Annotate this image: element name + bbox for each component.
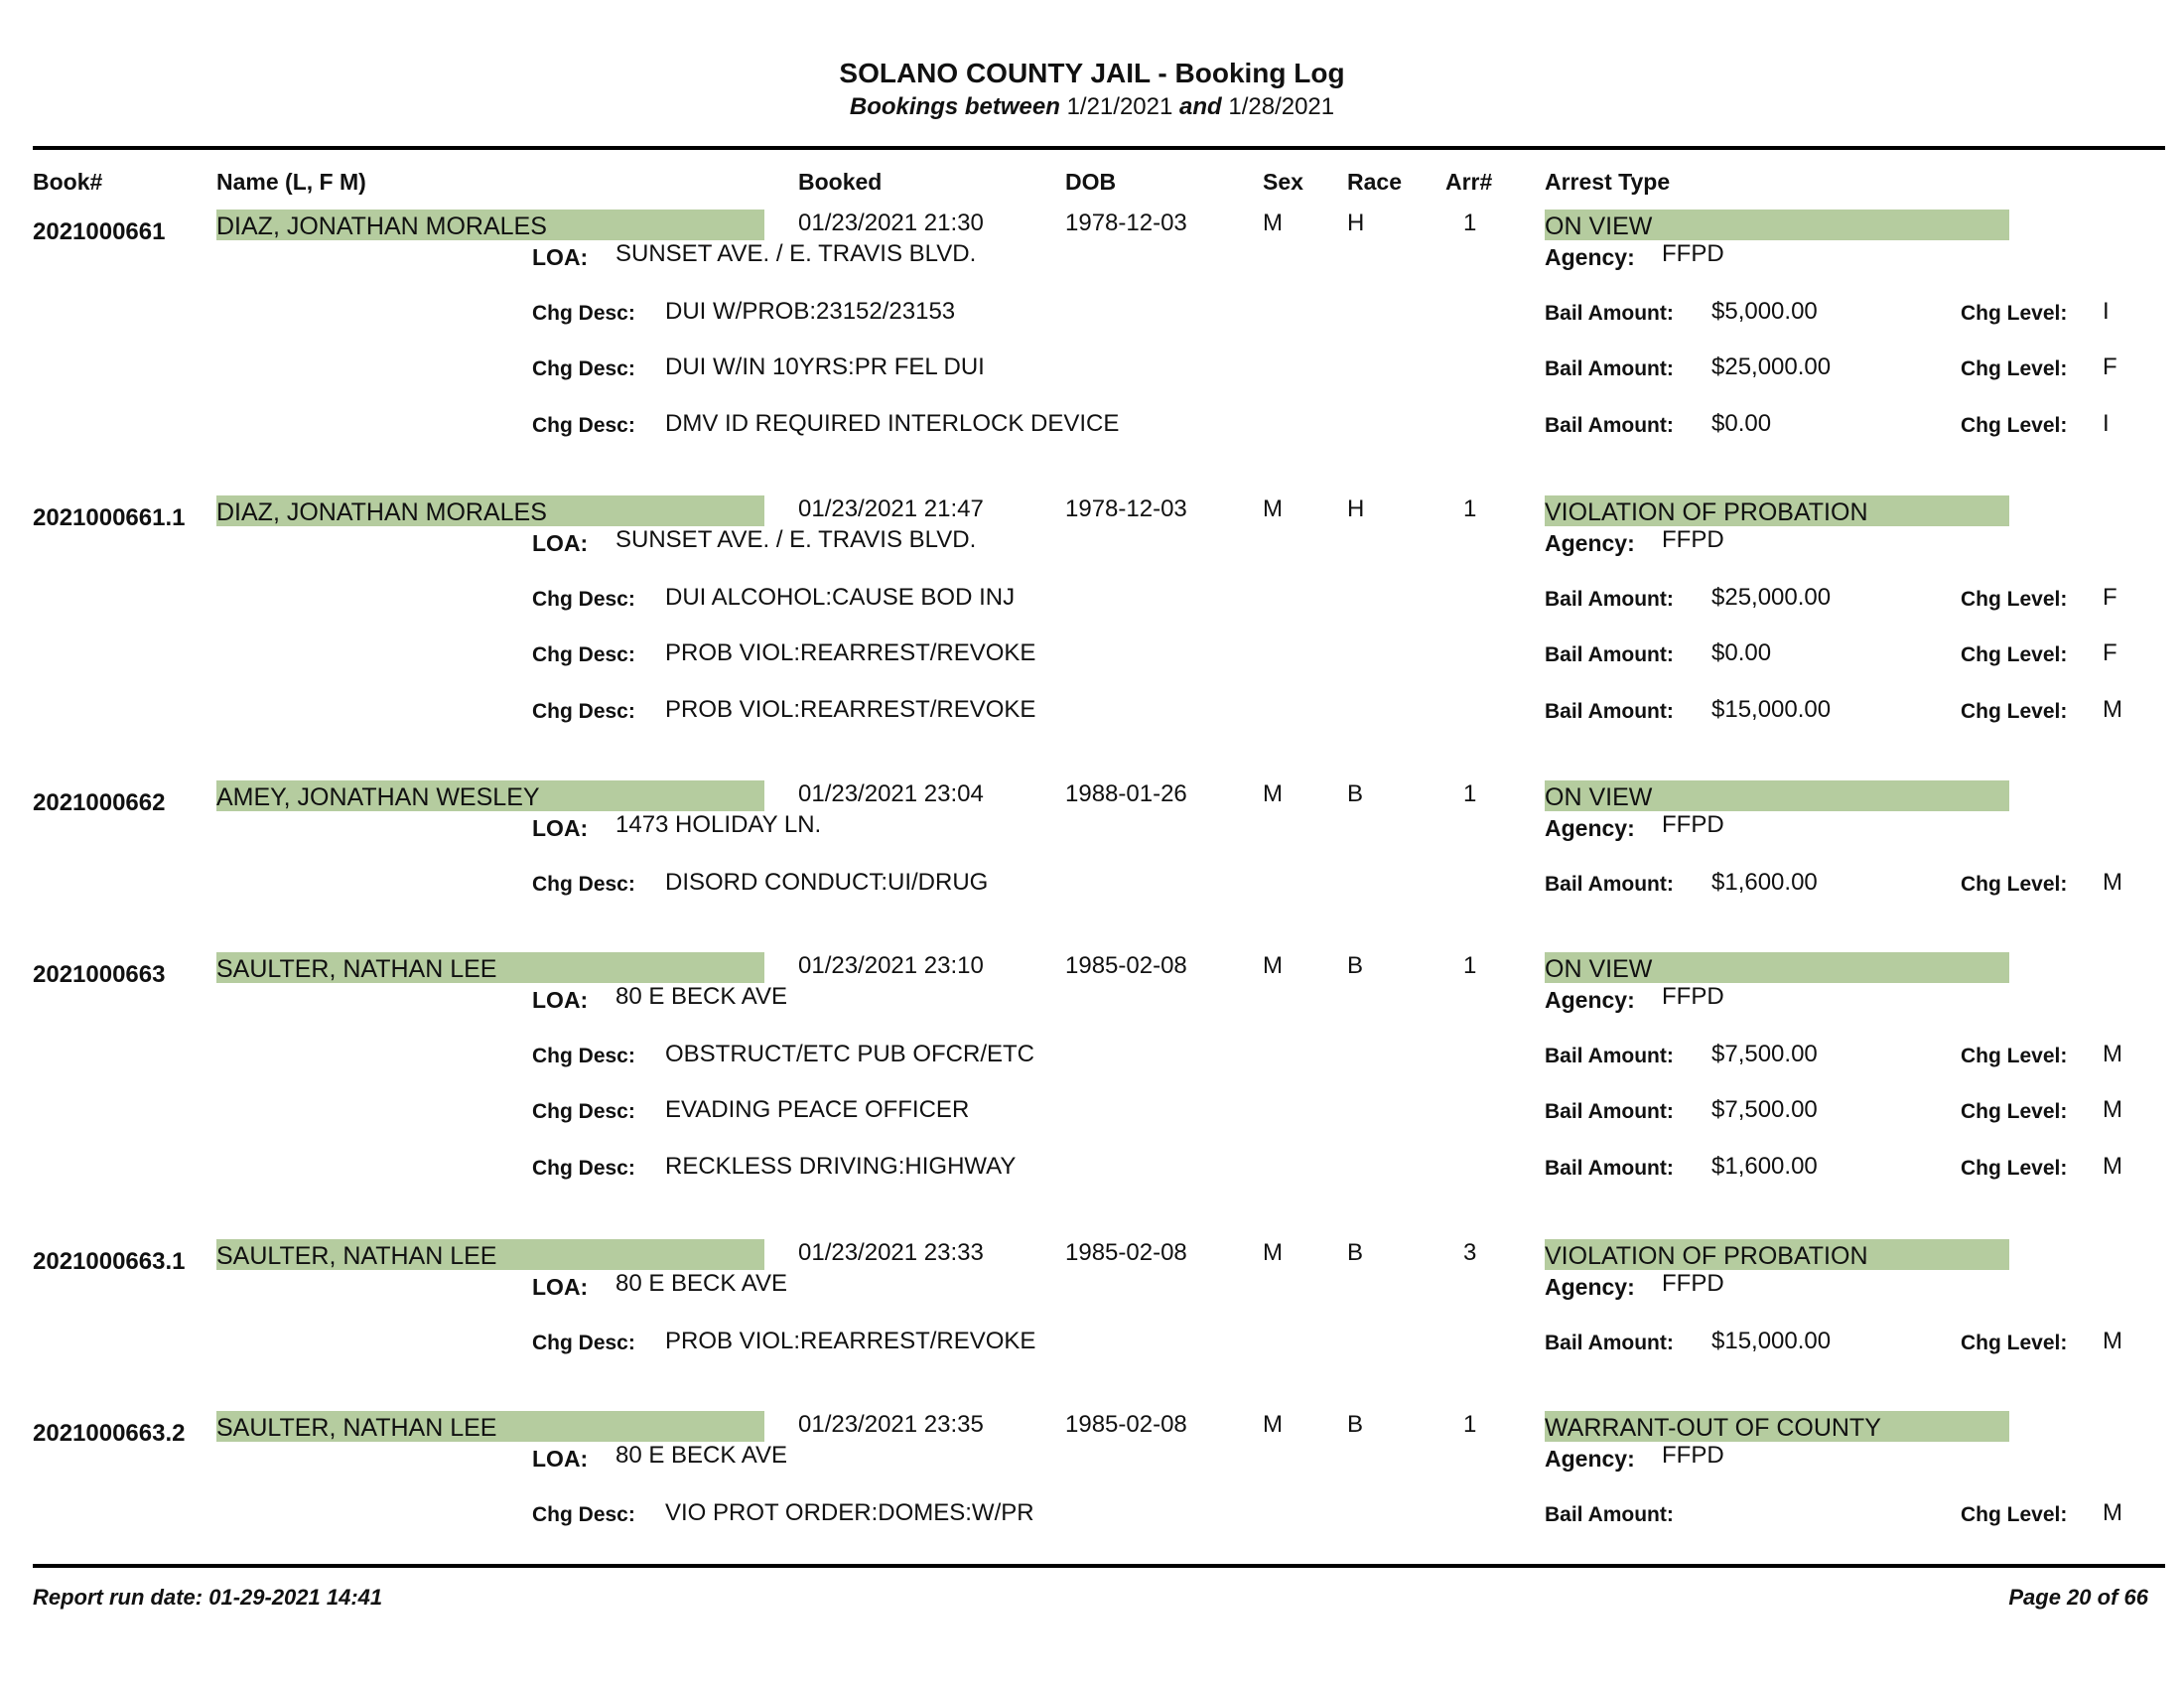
book-number: 2021000661.1 (33, 504, 186, 531)
arrest-type: WARRANT-OUT OF COUNTY (1545, 1414, 1881, 1442)
loa-label: LOA: (532, 1274, 589, 1300)
col-header-dob: DOB (1065, 169, 1117, 195)
charge-level: M (2103, 1328, 2122, 1354)
arrest-type: ON VIEW (1545, 212, 1653, 240)
loa-label: LOA: (532, 987, 589, 1013)
chg-desc-label: Chg Desc: (532, 1332, 635, 1354)
top-rule (33, 146, 2165, 150)
agency-label: Agency: (1545, 987, 1635, 1013)
chg-level-label: Chg Level: (1961, 1045, 2068, 1067)
bail-amount-label: Bail Amount: (1545, 302, 1674, 325)
bail-amount: $0.00 (1711, 639, 1772, 666)
charge-description: DUI W/IN 10YRS:PR FEL DUI (665, 353, 985, 380)
charge-level: F (2103, 353, 2117, 380)
chg-desc-label: Chg Desc: (532, 1157, 635, 1180)
inmate-name: SAULTER, NATHAN LEE (216, 1242, 497, 1270)
bottom-rule (33, 1564, 2165, 1568)
bail-amount: $15,000.00 (1711, 696, 1832, 723)
arrest-number: 1 (1463, 210, 1477, 236)
book-number: 2021000661 (33, 218, 166, 245)
loa-label: LOA: (532, 530, 589, 556)
subtitle-prefix: Bookings between (849, 93, 1060, 120)
chg-level-label: Chg Level: (1961, 1157, 2068, 1180)
bail-amount-label: Bail Amount: (1545, 414, 1674, 437)
sex: M (1263, 495, 1283, 522)
report-title: SOLANO COUNTY JAIL - Booking Log (839, 58, 1345, 88)
bail-amount-label: Bail Amount: (1545, 1045, 1674, 1067)
chg-desc-label: Chg Desc: (532, 588, 635, 611)
loa-value: SUNSET AVE. / E. TRAVIS BLVD. (615, 526, 977, 553)
agency-value: FFPD (1662, 1270, 1724, 1297)
col-header-sex: Sex (1263, 169, 1303, 195)
agency-value: FFPD (1662, 1442, 1724, 1469)
name-highlight (216, 780, 764, 811)
dob: 1985-02-08 (1065, 952, 1187, 979)
dob: 1985-02-08 (1065, 1411, 1187, 1438)
report-subtitle (0, 93, 2184, 121)
bail-amount-label: Bail Amount: (1545, 357, 1674, 380)
charge-description: PROB VIOL:REARREST/REVOKE (665, 1328, 1036, 1354)
subtitle-and: and (1179, 93, 1222, 120)
loa-value: 1473 HOLIDAY LN. (615, 811, 822, 838)
booked-datetime: 01/23/2021 23:04 (798, 780, 984, 807)
chg-desc-label: Chg Desc: (532, 643, 635, 666)
charge-level: M (2103, 696, 2122, 723)
arrest-type-highlight (1545, 210, 2009, 240)
col-header-race: Race (1347, 169, 1402, 195)
col-header-book: Book# (33, 169, 103, 195)
charge-level: F (2103, 639, 2117, 666)
race: B (1347, 952, 1364, 979)
arrest-type-highlight (1545, 952, 2009, 983)
bail-amount: $25,000.00 (1711, 584, 1832, 611)
page-number: Page 20 of 66 (2008, 1585, 2148, 1610)
chg-desc-label: Chg Desc: (532, 1503, 635, 1526)
sex: M (1263, 1239, 1283, 1266)
dob: 1985-02-08 (1065, 1239, 1187, 1266)
chg-level-label: Chg Level: (1961, 700, 2068, 723)
charge-description: EVADING PEACE OFFICER (665, 1096, 970, 1123)
inmate-name: AMEY, JONATHAN WESLEY (216, 783, 540, 811)
agency-label: Agency: (1545, 815, 1635, 841)
book-number: 2021000663 (33, 961, 166, 988)
charge-level: M (2103, 1153, 2122, 1180)
charge-description: OBSTRUCT/ETC PUB OFCR/ETC (665, 1041, 1035, 1067)
col-header-name: Name (L, F M) (216, 169, 366, 195)
charge-level: F (2103, 584, 2117, 611)
inmate-name: DIAZ, JONATHAN MORALES (216, 498, 547, 526)
charge-description: RECKLESS DRIVING:HIGHWAY (665, 1153, 1017, 1180)
bail-amount-label: Bail Amount: (1545, 643, 1674, 666)
agency-value: FFPD (1662, 240, 1724, 267)
chg-level-label: Chg Level: (1961, 873, 2068, 896)
loa-value: 80 E BECK AVE (615, 1442, 787, 1469)
book-number: 2021000663.2 (33, 1420, 186, 1447)
agency-value: FFPD (1662, 811, 1724, 838)
agency-label: Agency: (1545, 244, 1635, 270)
bail-amount-label: Bail Amount: (1545, 1100, 1674, 1123)
sex: M (1263, 952, 1283, 979)
chg-desc-label: Chg Desc: (532, 873, 635, 896)
charge-description: DUI ALCOHOL:CAUSE BOD INJ (665, 584, 1016, 611)
sex: M (1263, 210, 1283, 236)
bail-amount: $7,500.00 (1711, 1041, 1818, 1067)
loa-label: LOA: (532, 1446, 589, 1472)
chg-level-label: Chg Level: (1961, 1332, 2068, 1354)
date-to: 1/28/2021 (1228, 93, 1335, 120)
charge-level: M (2103, 1041, 2122, 1067)
charge-level: I (2103, 410, 2110, 437)
dob: 1978-12-03 (1065, 210, 1187, 236)
race: B (1347, 1411, 1364, 1438)
race: H (1347, 495, 1365, 522)
col-header-arrest-type: Arrest Type (1545, 169, 1671, 195)
bail-amount: $5,000.00 (1711, 298, 1818, 325)
bail-amount: $1,600.00 (1711, 1153, 1818, 1180)
arrest-type-highlight (1545, 780, 2009, 811)
booked-datetime: 01/23/2021 23:10 (798, 952, 984, 979)
arrest-type: ON VIEW (1545, 955, 1653, 983)
booked-datetime: 01/23/2021 23:33 (798, 1239, 984, 1266)
bail-amount-label: Bail Amount: (1545, 1503, 1674, 1526)
charge-level: M (2103, 869, 2122, 896)
charge-description: PROB VIOL:REARREST/REVOKE (665, 639, 1036, 666)
loa-label: LOA: (532, 244, 589, 270)
agency-value: FFPD (1662, 526, 1724, 553)
chg-level-label: Chg Level: (1961, 414, 2068, 437)
name-highlight (216, 1411, 764, 1442)
booked-datetime: 01/23/2021 21:47 (798, 495, 984, 522)
race: B (1347, 1239, 1364, 1266)
bail-amount: $15,000.00 (1711, 1328, 1832, 1354)
arrest-type: VIOLATION OF PROBATION (1545, 1242, 1868, 1270)
chg-level-label: Chg Level: (1961, 1503, 2068, 1526)
charge-description: PROB VIOL:REARREST/REVOKE (665, 696, 1036, 723)
agency-label: Agency: (1545, 1274, 1635, 1300)
chg-level-label: Chg Level: (1961, 643, 2068, 666)
charge-level: M (2103, 1499, 2122, 1526)
bail-amount: $25,000.00 (1711, 353, 1832, 380)
bail-amount-label: Bail Amount: (1545, 588, 1674, 611)
report-run-date: Report run date: 01-29-2021 14:41 (33, 1585, 383, 1610)
loa-label: LOA: (532, 815, 589, 841)
loa-value: SUNSET AVE. / E. TRAVIS BLVD. (615, 240, 977, 267)
arrest-type: VIOLATION OF PROBATION (1545, 498, 1868, 526)
booked-datetime: 01/23/2021 23:35 (798, 1411, 984, 1438)
bail-amount-label: Bail Amount: (1545, 700, 1674, 723)
charge-level: I (2103, 298, 2110, 325)
book-number: 2021000663.1 (33, 1248, 186, 1275)
arrest-number: 3 (1463, 1239, 1477, 1266)
chg-desc-label: Chg Desc: (532, 357, 635, 380)
booked-datetime: 01/23/2021 21:30 (798, 210, 984, 236)
arrest-type: ON VIEW (1545, 783, 1653, 811)
chg-desc-label: Chg Desc: (532, 1100, 635, 1123)
arrest-number: 1 (1463, 780, 1477, 807)
loa-value: 80 E BECK AVE (615, 1270, 787, 1297)
agency-label: Agency: (1545, 1446, 1635, 1472)
chg-level-label: Chg Level: (1961, 357, 2068, 380)
arrest-type-highlight (1545, 1239, 2009, 1270)
loa-value: 80 E BECK AVE (615, 983, 787, 1010)
chg-level-label: Chg Level: (1961, 1100, 2068, 1123)
col-header-arr: Arr# (1445, 169, 1493, 195)
chg-desc-label: Chg Desc: (532, 1045, 635, 1067)
charge-description: DUI W/PROB:23152/23153 (665, 298, 956, 325)
name-highlight (216, 952, 764, 983)
inmate-name: SAULTER, NATHAN LEE (216, 955, 497, 983)
chg-desc-label: Chg Desc: (532, 700, 635, 723)
bail-amount: $7,500.00 (1711, 1096, 1818, 1123)
agency-label: Agency: (1545, 530, 1635, 556)
race: B (1347, 780, 1364, 807)
col-header-booked: Booked (798, 169, 883, 195)
name-highlight (216, 1239, 764, 1270)
sex: M (1263, 780, 1283, 807)
inmate-name: DIAZ, JONATHAN MORALES (216, 212, 547, 240)
chg-level-label: Chg Level: (1961, 302, 2068, 325)
charge-description: DISORD CONDUCT:UI/DRUG (665, 869, 989, 896)
charge-level: M (2103, 1096, 2122, 1123)
chg-level-label: Chg Level: (1961, 588, 2068, 611)
name-highlight (216, 495, 764, 526)
date-from: 1/21/2021 (1066, 93, 1173, 120)
agency-value: FFPD (1662, 983, 1724, 1010)
bail-amount: $0.00 (1711, 410, 1772, 437)
bail-amount-label: Bail Amount: (1545, 873, 1674, 896)
chg-desc-label: Chg Desc: (532, 414, 635, 437)
charge-description: DMV ID REQUIRED INTERLOCK DEVICE (665, 410, 1120, 437)
sex: M (1263, 1411, 1283, 1438)
arrest-type-highlight (1545, 1411, 2009, 1442)
race: H (1347, 210, 1365, 236)
bail-amount-label: Bail Amount: (1545, 1332, 1674, 1354)
book-number: 2021000662 (33, 789, 166, 816)
arrest-number: 1 (1463, 495, 1477, 522)
chg-desc-label: Chg Desc: (532, 302, 635, 325)
dob: 1978-12-03 (1065, 495, 1187, 522)
dob: 1988-01-26 (1065, 780, 1187, 807)
charge-description: VIO PROT ORDER:DOMES:W/PR (665, 1499, 1034, 1526)
bail-amount: $1,600.00 (1711, 869, 1818, 896)
inmate-name: SAULTER, NATHAN LEE (216, 1414, 497, 1442)
name-highlight (216, 210, 764, 240)
arrest-number: 1 (1463, 1411, 1477, 1438)
bail-amount-label: Bail Amount: (1545, 1157, 1674, 1180)
arrest-number: 1 (1463, 952, 1477, 979)
arrest-type-highlight (1545, 495, 2009, 526)
